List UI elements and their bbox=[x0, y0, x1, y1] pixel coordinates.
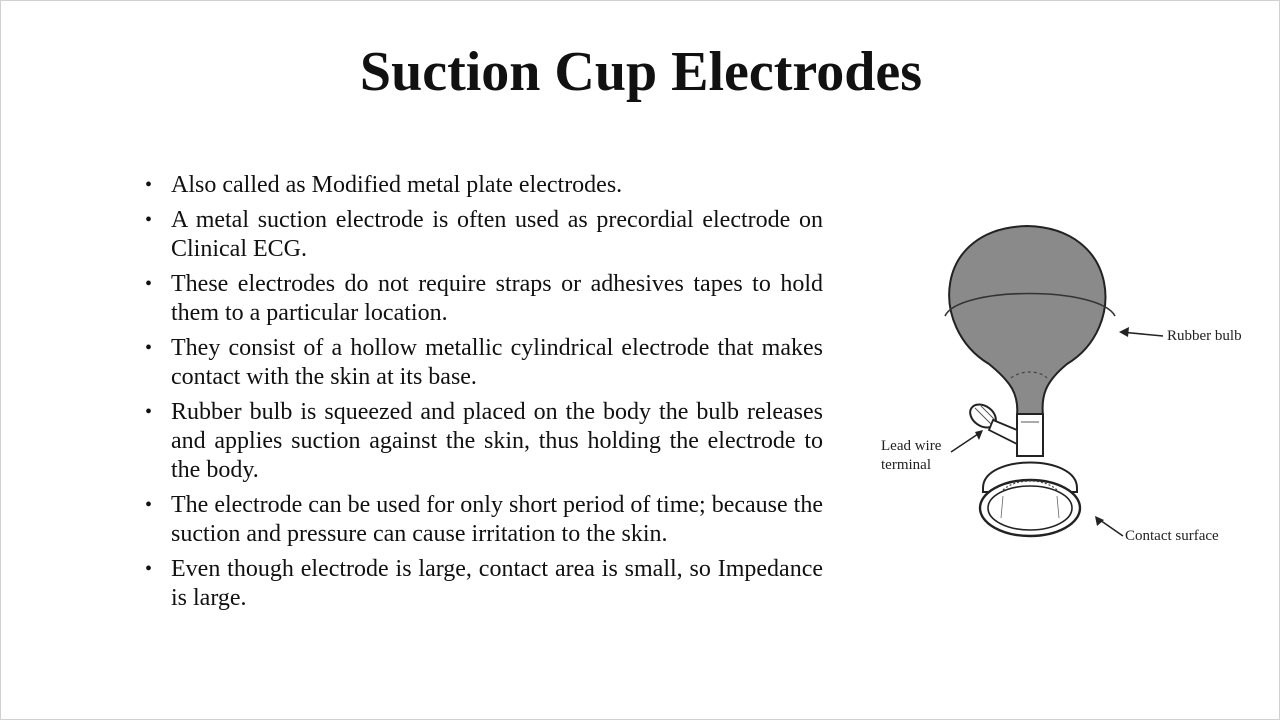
suction-electrode-diagram bbox=[871, 216, 1261, 556]
bullet-text: The electrode can be used for only short period of time; because the suction and pressure can cause irritation to the skin. bbox=[171, 492, 823, 547]
bullet-dot-icon: • bbox=[145, 337, 153, 359]
rubber-bulb-label: Rubber bulb bbox=[1167, 328, 1242, 344]
bullet-item bbox=[145, 171, 823, 200]
bullet-text: These electrodes do not require straps or adhesives tapes to hold them to a particular location. bbox=[171, 271, 823, 326]
bullet-dot-icon: • bbox=[145, 558, 153, 580]
bullet-text: A metal suction electrode is often used as precordial electrode on Clinical ECG. bbox=[171, 207, 823, 262]
bullet-item bbox=[145, 270, 823, 328]
bullet-text: They consist of a hollow metallic cylindrical electrode that makes contact with the skin at its base. bbox=[171, 335, 823, 390]
bullet-text: Even though electrode is large, contact area is small, so Impedance is large. bbox=[171, 556, 823, 611]
stem-cylinder bbox=[1017, 414, 1043, 456]
bullet-dot-icon: • bbox=[145, 401, 153, 423]
bullet-dot-icon: • bbox=[145, 174, 153, 196]
bullet-item bbox=[145, 491, 823, 549]
contact-surface-arrowhead-icon bbox=[1095, 516, 1104, 526]
rubber-bulb-shape bbox=[949, 226, 1105, 416]
contact-surface-label: Contact surface bbox=[1125, 528, 1219, 544]
bullet-list bbox=[145, 171, 823, 619]
cup-rim-inner bbox=[988, 486, 1072, 530]
slide-title: Suction Cup Electrodes bbox=[359, 41, 923, 103]
bullet-item bbox=[145, 334, 823, 392]
rubber-bulb-illustration bbox=[945, 226, 1115, 416]
bullet-text: Also called as Modified metal plate electrodes. bbox=[171, 172, 623, 198]
bullet-item bbox=[145, 555, 823, 613]
lead-wire-label-line1: Lead wire bbox=[881, 438, 942, 454]
electrode-stem bbox=[1017, 414, 1043, 456]
terminal-screw bbox=[989, 420, 1017, 444]
bullet-item bbox=[145, 206, 823, 264]
lead-wire-label-line2: terminal bbox=[881, 457, 931, 473]
bullet-text: Rubber bulb is squeezed and placed on the body the bulb releases and applies suction against the skin, thus holding the electrode to the body. bbox=[171, 399, 823, 483]
rubber-bulb-arrowhead-icon bbox=[1119, 327, 1129, 337]
bullet-dot-icon: • bbox=[145, 209, 153, 231]
bullet-dot-icon: • bbox=[145, 494, 153, 516]
suction-electrode-figure bbox=[871, 216, 1261, 556]
bullet-dot-icon: • bbox=[145, 273, 153, 295]
bullet-item bbox=[145, 398, 823, 485]
metal-cup-illustration bbox=[980, 463, 1080, 537]
